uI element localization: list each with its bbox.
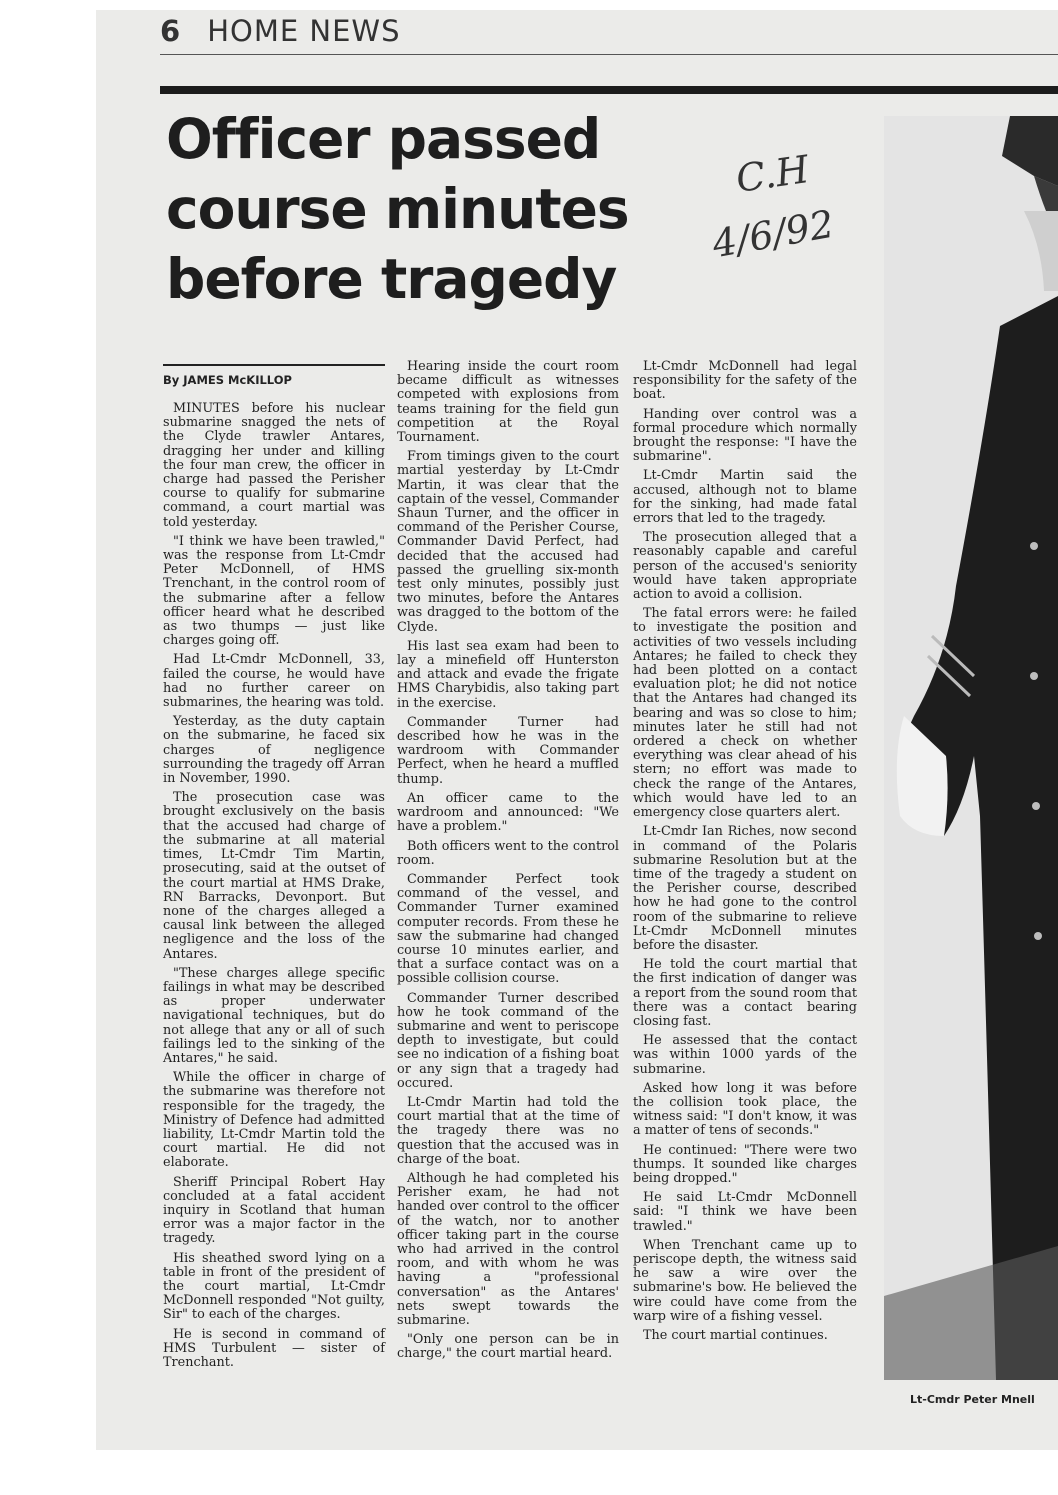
article-paragraph: Commander Perfect took command of the vessel, and Commander Turner examined computer records. From these he saw the submarine had changed course 10 minutes earlier, and that a surface contact was on a possible collision course. <box>397 871 619 987</box>
article-paragraph: His sheathed sword lying on a table in front of the president of the court martial, Lt-Cmdr McDonnell responded "Not guilty, Sir" to each of the charges. <box>163 1250 385 1323</box>
article-paragraph: Both officers went to the control room. <box>397 838 619 868</box>
section-name: HOME NEWS <box>207 14 401 48</box>
article-paragraph: Sheriff Principal Robert Hay concluded at a fatal accident inquiry in Scotland that human error was a major factor in the tragedy. <box>163 1174 385 1247</box>
headline: Officer passed course minutes before tragedy <box>166 107 629 311</box>
article-paragraph: Lt-Cmdr Martin had told the court martial that at the time of the tragedy there was no question that the accused was in charge of the boat. <box>397 1094 619 1167</box>
article-paragraph: Commander Turner had described how he was in the wardroom with Commander Perfect, when he heard a muffled thump. <box>397 714 619 787</box>
article-paragraph: An officer came to the wardroom and announced: "We have a problem." <box>397 790 619 835</box>
article-paragraph: MINUTES before his nuclear submarine snagged the nets of the Clyde trawler Antares, dragging her under and killing the four man crew, the officer in charge had passed the Perisher course to qualify for submarine command, a court martial was told yesterday. <box>163 401 385 530</box>
photo-caption: Lt-Cmdr Peter Mnell <box>910 1393 1035 1406</box>
officer-photo-image <box>884 116 1058 1380</box>
header-rule <box>160 54 1058 55</box>
article-paragraph: He is second in command of HMS Turbulent — sister of Trenchant. <box>163 1326 385 1370</box>
article-column-2 <box>397 360 619 1367</box>
article-paragraph: When Trenchant came up to periscope depth, the witness said he saw a wire over the submarine's bow. He believed the wire could have come from the warp wire of a fishing vessel. <box>633 1237 857 1324</box>
article-paragraph: The fatal errors were: he failed to investigate the position and activities of two vessels including Antares; he failed to check they had been plotted on a contact evaluation plot; he did not notice that the Antares had changed its bearing and was so close to him; minutes later he still had not ordered a check on whether everything was clear ahead of his stern; no effort was made to check the range of the Antares, which would have led to an emergency close quarters alert. <box>633 606 857 821</box>
article-paragraph: He said Lt-Cmdr McDonnell said: "I think we have been trawled." <box>633 1190 857 1234</box>
article-paragraph: His last sea exam had been to lay a minefield off Hunterston and attack and evade the frigate HMS Charybidis, also taking part in the exercise. <box>397 638 619 711</box>
headline-rule <box>160 86 1058 94</box>
article-paragraph: The court martial continues. <box>643 1328 828 1343</box>
section-header <box>160 14 400 48</box>
article-paragraph: Lt-Cmdr Martin said the accused, although not to blame for the sinking, had made fatal errors that led to the tragedy. <box>633 468 857 527</box>
officer-photo <box>884 116 1058 1380</box>
article-column-1 <box>163 402 385 1375</box>
article-paragraph: "These charges allege specific failings in what may be described as proper underwater navigational techniques, but do not allege that any or all of such failings led to the sinking of the Antares," he said. <box>163 965 385 1066</box>
article-paragraph: Asked how long it was before the collision took place, the witness said: "I don't know, it was a matter of tens of seconds." <box>633 1080 857 1139</box>
article-paragraph: "Only one person can be in charge," the court martial heard. <box>397 1332 619 1362</box>
article-paragraph: He assessed that the contact was within 1000 yards of the submarine. <box>633 1033 857 1077</box>
article-paragraph: The prosecution alleged that a reasonably capable and careful person of the accused's seniority would have taken appropriate action to avoid a collision. <box>633 530 857 603</box>
article-paragraph: Lt-Cmdr Ian Riches, now second in command of the Polaris submarine Resolution but at the time of the tragedy a student on the Perisher course, described how he had gone to the control room of the submarine to relieve Lt-Cmdr McDonnell minutes before the disaster. <box>633 824 857 953</box>
article-paragraph: Handing over control was a formal procedure which normally brought the response: "I have the submarine". <box>633 406 857 465</box>
handwritten-initials: C.H <box>733 147 812 201</box>
article-paragraph: Had Lt-Cmdr McDonnell, 33, failed the course, he would have had no further career on submarines, the hearing was told. <box>163 652 385 711</box>
article-paragraph: Although he had completed his Perisher exam, he had not handed over control to the officer of the watch, nor to another officer taking part in the course who had arrived in the control room, and with whom he was having a "professional conversation" as the Antares' nets swept towards the submarine. <box>397 1170 619 1328</box>
article-paragraph: "I think we have been trawled," was the response from Lt-Cmdr Peter McDonnell, of HMS Trenchant, in the control room of the submarine after a fellow officer heard what he described as two thumps — just like charges going off. <box>163 533 385 649</box>
byline: By JAMES McKILLOP <box>163 364 385 387</box>
article-paragraph: Yesterday, as the duty captain on the submarine, he faced six charges of negligence surrounding the tragedy off Arran in November, 1990. <box>163 714 385 787</box>
article-paragraph: The prosecution case was brought exclusively on the basis that the accused had charge of the submarine at all material times, Lt-Cmdr Tim Martin, prosecuting, said at the outset of the court martial at HMS Drake, RN Barracks, Devonport. But none of the charges alleged a causal link between the alleged negligence and the loss of the Antares. <box>163 790 385 962</box>
article-paragraph: Hearing inside the court room became difficult as witnesses competed with explosions from teams training for the field gun competition at the Royal Tournament. <box>397 359 619 446</box>
article-paragraph: From timings given to the court martial yesterday by Lt-Cmdr Martin, it was clear that the captain of the vessel, Commander Shaun Turner, and the officer in command of the Perisher Course, Commander David Perfect, had decided that the accused had passed the gruelling six-month test only minutes, possibly just two minutes, before the Antares was dragged to the bottom of the Clyde. <box>397 449 619 635</box>
article-paragraph: While the officer in charge of the submarine was therefore not responsible for the tragedy, the Ministry of Defence had admitted liability, Lt-Cmdr Martin told the court martial. He did not elaborate. <box>163 1070 385 1171</box>
article-column-3 <box>633 360 857 1348</box>
article-paragraph: Commander Turner described how he took command of the submarine and went to periscope depth to investigate, but could see no indication of a fishing boat or any sign that a tragedy had occured. <box>397 990 619 1091</box>
article-paragraph: He continued: "There were two thumps. It sounded like charges being dropped." <box>633 1142 857 1186</box>
article-paragraph: He told the court martial that the first indication of danger was a report from the sound room that there was a contact bearing closing fast. <box>633 957 857 1029</box>
page-number: 6 <box>160 14 182 48</box>
article-paragraph: Lt-Cmdr McDonnell had legal responsibility for the safety of the boat. <box>633 359 857 403</box>
handwritten-date: 4/6/92 <box>709 201 838 267</box>
